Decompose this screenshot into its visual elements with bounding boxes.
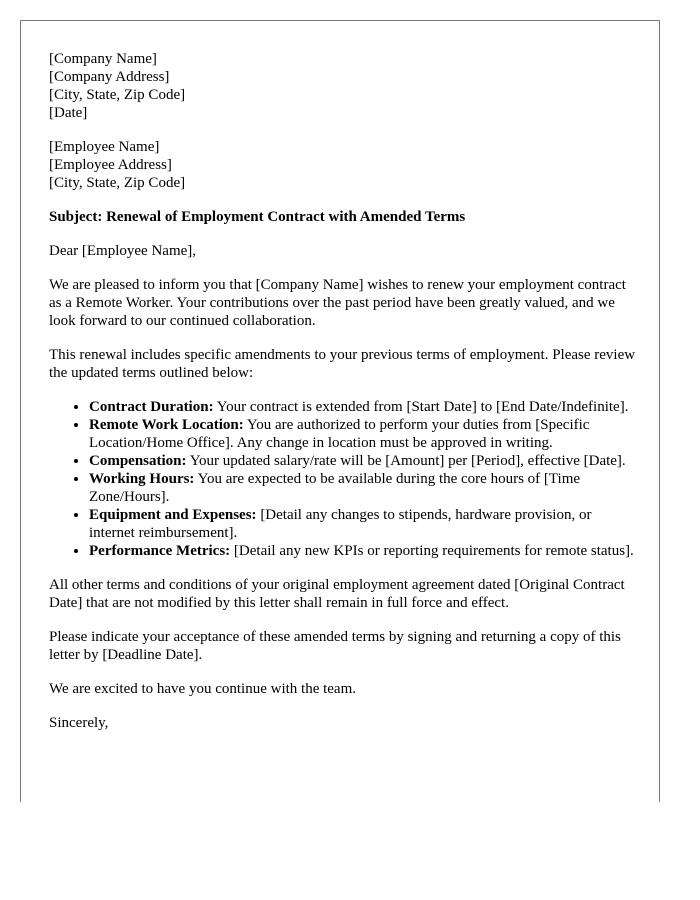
- term-label: Contract Duration:: [89, 399, 214, 415]
- acceptance-paragraph: Please indicate your acceptance of these amended terms by signing and returning a copy of this letter by [Deadline Date].: [49, 629, 621, 663]
- term-text: Your updated salary/rate will be [Amount] per [Period], effective [Date].: [186, 453, 626, 469]
- term-text: [Detail any new KPIs or reporting requirements for remote status].: [230, 543, 634, 559]
- recipient-employee-name: [Employee Name]: [49, 139, 160, 155]
- term-text: Your contract is extended from [Start Date] to [End Date/Indefinite].: [213, 399, 629, 415]
- letter-page: [20, 20, 660, 802]
- sender-address-block: [49, 50, 639, 122]
- term-text: You are expected to be available during the core hours of [Time Zone/Hours].: [89, 471, 581, 505]
- term-label: Compensation:: [89, 453, 187, 469]
- salutation: Dear [Employee Name],: [49, 243, 197, 259]
- amended-terms-list: [49, 398, 639, 560]
- letter-subject: Subject: Renewal of Employment Contract with Amended Terms: [49, 209, 466, 225]
- list-item: [89, 452, 639, 470]
- list-item: [89, 470, 639, 506]
- term-text: [Detail any changes to stipends, hardware provision, or internet reimbursement].: [89, 507, 592, 541]
- recipient-employee-address: [Employee Address]: [49, 157, 172, 173]
- list-item: [89, 506, 639, 542]
- term-label: Working Hours:: [89, 471, 195, 487]
- term-label: Equipment and Expenses:: [89, 507, 257, 523]
- recipient-city-state-zip: [City, State, Zip Code]: [49, 175, 186, 191]
- amendments-paragraph: This renewal includes specific amendments to your previous terms of employment. Please review the updated terms outlined below:: [49, 347, 636, 381]
- list-item: [89, 416, 639, 452]
- sender-company-name: [Company Name]: [49, 51, 157, 67]
- sender-company-address: [Company Address]: [49, 69, 170, 85]
- signoff: Sincerely,: [49, 715, 109, 731]
- term-label: Performance Metrics:: [89, 543, 231, 559]
- term-label: Remote Work Location:: [89, 417, 244, 433]
- recipient-address-block: [49, 138, 639, 192]
- other-terms-paragraph: All other terms and conditions of your original employment agreement dated [Original Contract Date] that are not modified by this letter shall remain in full force and effect.: [49, 577, 625, 611]
- letter-body: [49, 50, 639, 748]
- term-text: You are authorized to perform your duties from [Specific Location/Home Office]. Any change in location must be approved in writing.: [89, 417, 590, 451]
- sender-city-state-zip: [City, State, Zip Code]: [49, 87, 186, 103]
- list-item: [89, 542, 639, 560]
- letter-date: [Date]: [49, 105, 88, 121]
- intro-paragraph: We are pleased to inform you that [Company Name] wishes to renew your employment contract as a Remote Worker. Your contributions over the past period have been greatly valued, and we look forward to our continued collaboration.: [49, 277, 626, 329]
- closing-paragraph: We are excited to have you continue with the team.: [49, 681, 357, 697]
- list-item: [89, 398, 639, 416]
